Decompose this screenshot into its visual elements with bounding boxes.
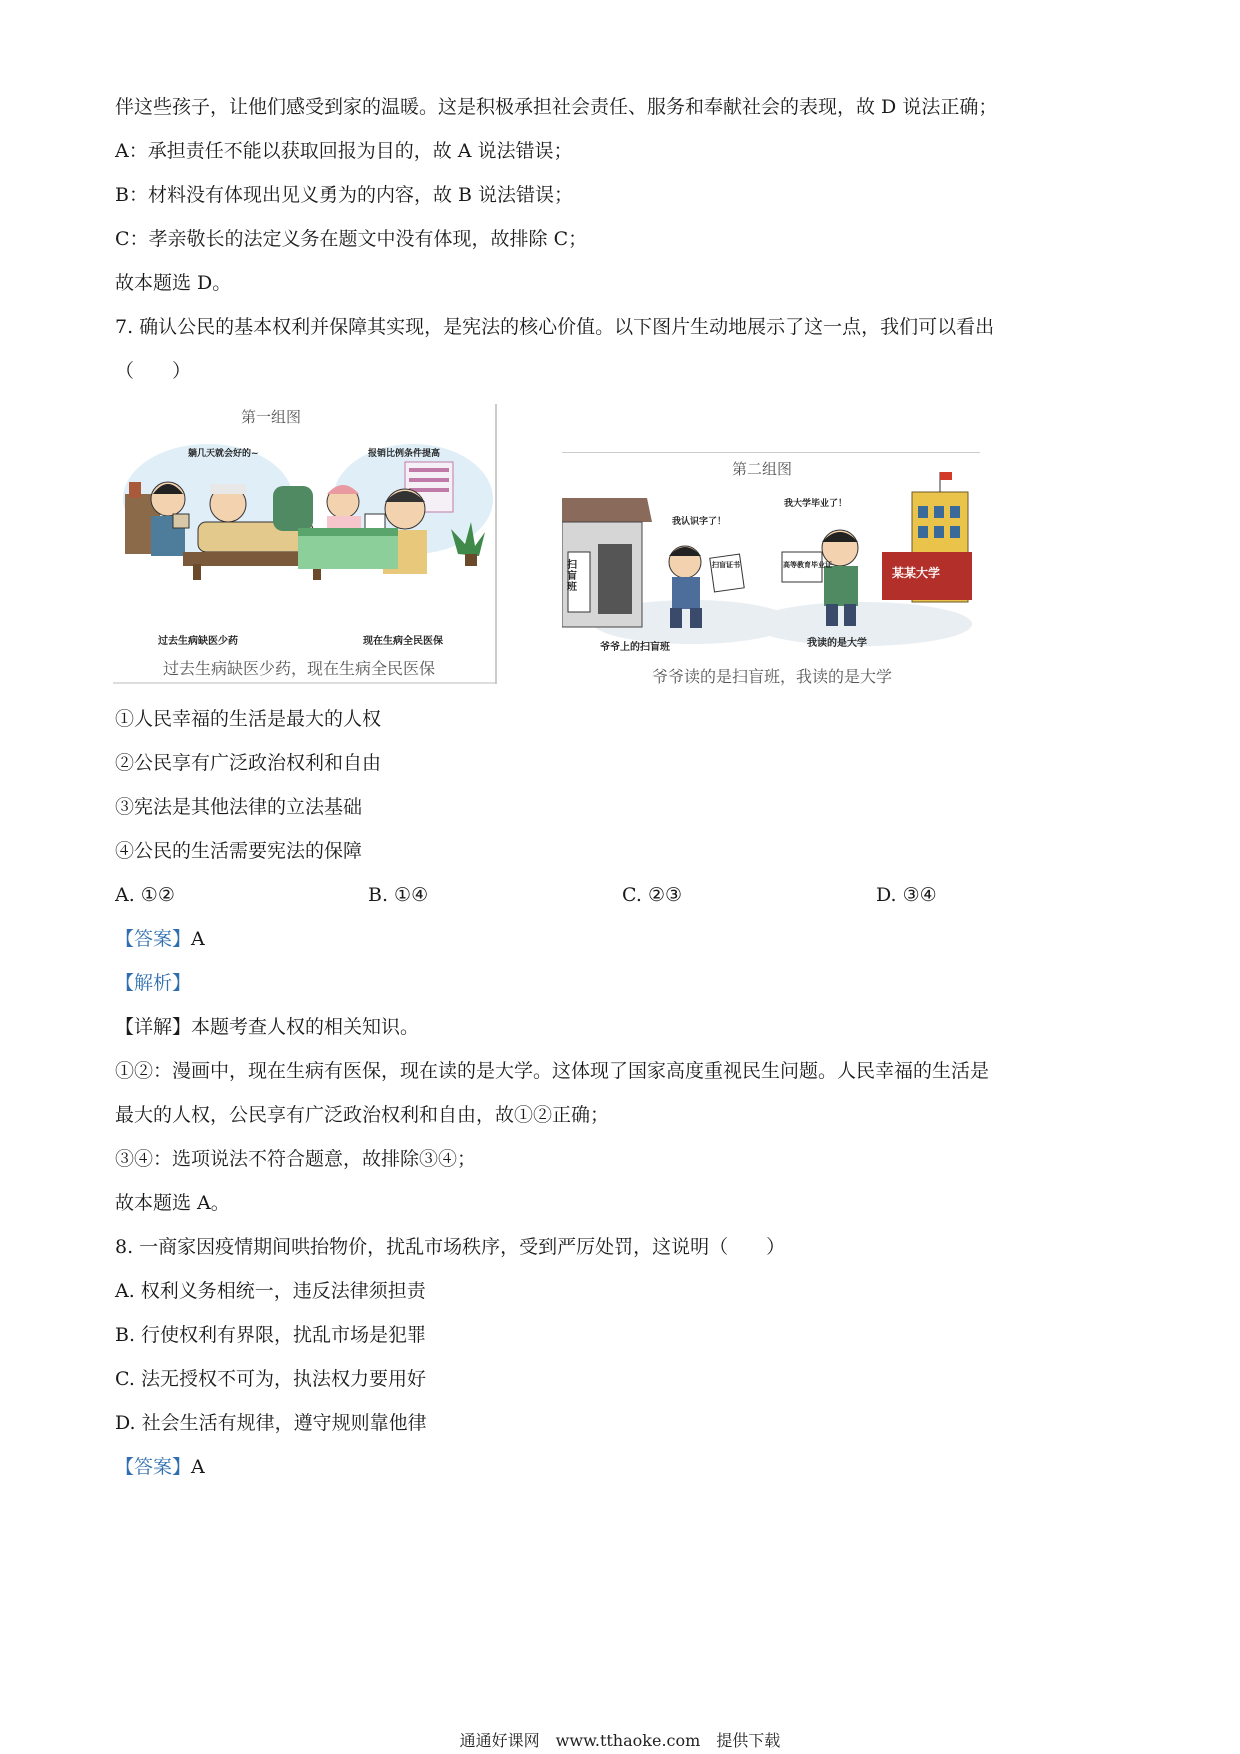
panel-label: 现在生病全民医保 bbox=[363, 636, 443, 647]
answer-value: A bbox=[191, 928, 205, 950]
speech-bubble: 我认识字了！ bbox=[672, 517, 727, 527]
answer-value: A bbox=[191, 1456, 205, 1478]
option-c: C. 法无授权不可为，执法权力要用好 bbox=[115, 1368, 426, 1390]
question-7-stem: 7. 确认公民的基本权利并保障其实现，是宪法的核心价值。以下图片生动地展示了这一点，我们可以看出 bbox=[115, 316, 995, 338]
answer-line bbox=[115, 924, 205, 954]
explanation-line: ③④：选项说法不符合题意，故排除③④； bbox=[115, 1148, 477, 1170]
statement-item: ①人民幸福的生活是最大的人权 bbox=[115, 708, 382, 730]
answer-tag: 【答案】 bbox=[115, 1456, 192, 1478]
text-line: 故本题选 D。 bbox=[115, 272, 232, 294]
question-7-blank: （ ） bbox=[115, 360, 192, 382]
text-line: B：材料没有体现出见义勇为的内容，故 B 说法错误； bbox=[115, 184, 574, 206]
panel-label: 过去生病缺医少药 bbox=[158, 636, 238, 647]
figure-2-title: 第二组图 bbox=[732, 460, 793, 478]
question-8-stem: 8. 一商家因疫情期间哄抬物价，扰乱市场秩序，受到严厉处罚，这说明（ ） bbox=[115, 1236, 786, 1258]
panel-label: 我读的是大学 bbox=[807, 638, 867, 649]
university-sign: 某某大学 bbox=[892, 566, 941, 580]
text-line: 伴这些孩子，让他们感受到家的温暖。这是积极承担社会责任、服务和奉献社会的表现，故 D 说法正确； bbox=[115, 96, 998, 118]
figure-group-2 bbox=[562, 452, 980, 692]
page-footer: 通通好课网 www.tthaoke.com 提供下载 bbox=[459, 1731, 781, 1750]
detail-tag: 【详解】 bbox=[115, 1016, 192, 1038]
figure-group-1 bbox=[113, 404, 498, 684]
speech-bubble: 报销比例条件提高 bbox=[368, 449, 441, 459]
speech-bubble: 躺几天就会好的~ bbox=[188, 449, 259, 459]
statement-item: ②公民享有广泛政治权利和自由 bbox=[115, 752, 382, 774]
explanation-line: 最大的人权，公民享有广泛政治权利和自由，故①②正确； bbox=[115, 1104, 610, 1126]
panel-label: 爷爷上的扫盲班 bbox=[600, 642, 670, 653]
statement-item: ③宪法是其他法律的立法基础 bbox=[115, 796, 363, 818]
speech-bubble: 我大学毕业了！ bbox=[784, 499, 848, 509]
certificate-label: 扫盲证书 bbox=[712, 561, 740, 569]
figure-1-title: 第一组图 bbox=[241, 408, 302, 426]
figure-2-caption: 爷爷读的是扫盲班，我读的是大学 bbox=[652, 667, 893, 686]
answer-line bbox=[115, 1452, 205, 1482]
analysis-line bbox=[115, 968, 191, 998]
detail-text: 本题考查人权的相关知识。 bbox=[191, 1016, 420, 1038]
option-d: D. 社会生活有规律，遵守规则靠他律 bbox=[115, 1412, 427, 1434]
option-a: A. ①② bbox=[115, 884, 175, 906]
statement-item: ④公民的生活需要宪法的保障 bbox=[115, 840, 363, 862]
explanation-line: 故本题选 A。 bbox=[115, 1192, 230, 1214]
option-c: C. ②③ bbox=[622, 884, 683, 906]
explanation-line: ①②：漫画中，现在生病有医保，现在读的是大学。这体现了国家高度重视民生问题。人民幸福的生活是 bbox=[115, 1060, 990, 1082]
school-sign: 扫盲班 bbox=[567, 560, 577, 593]
text-line: A：承担责任不能以获取回报为目的，故 A 说法错误； bbox=[115, 140, 573, 162]
answer-tag: 【答案】 bbox=[115, 928, 192, 950]
text-line: C：孝亲敬长的法定义务在题文中没有体现，故排除 C； bbox=[115, 228, 588, 250]
analysis-tag: 【解析】 bbox=[115, 972, 192, 994]
figure-1-caption: 过去生病缺医少药，现在生病全民医保 bbox=[163, 659, 436, 678]
certificate-label: 高等教育毕业证 bbox=[783, 561, 832, 569]
option-b: B. 行使权利有界限，扰乱市场是犯罪 bbox=[115, 1324, 427, 1346]
option-d: D. ③④ bbox=[876, 884, 937, 906]
option-a: A. 权利义务相统一，违反法律须担责 bbox=[115, 1280, 426, 1302]
detail-line bbox=[115, 1012, 419, 1042]
option-b: B. ①④ bbox=[368, 884, 429, 906]
